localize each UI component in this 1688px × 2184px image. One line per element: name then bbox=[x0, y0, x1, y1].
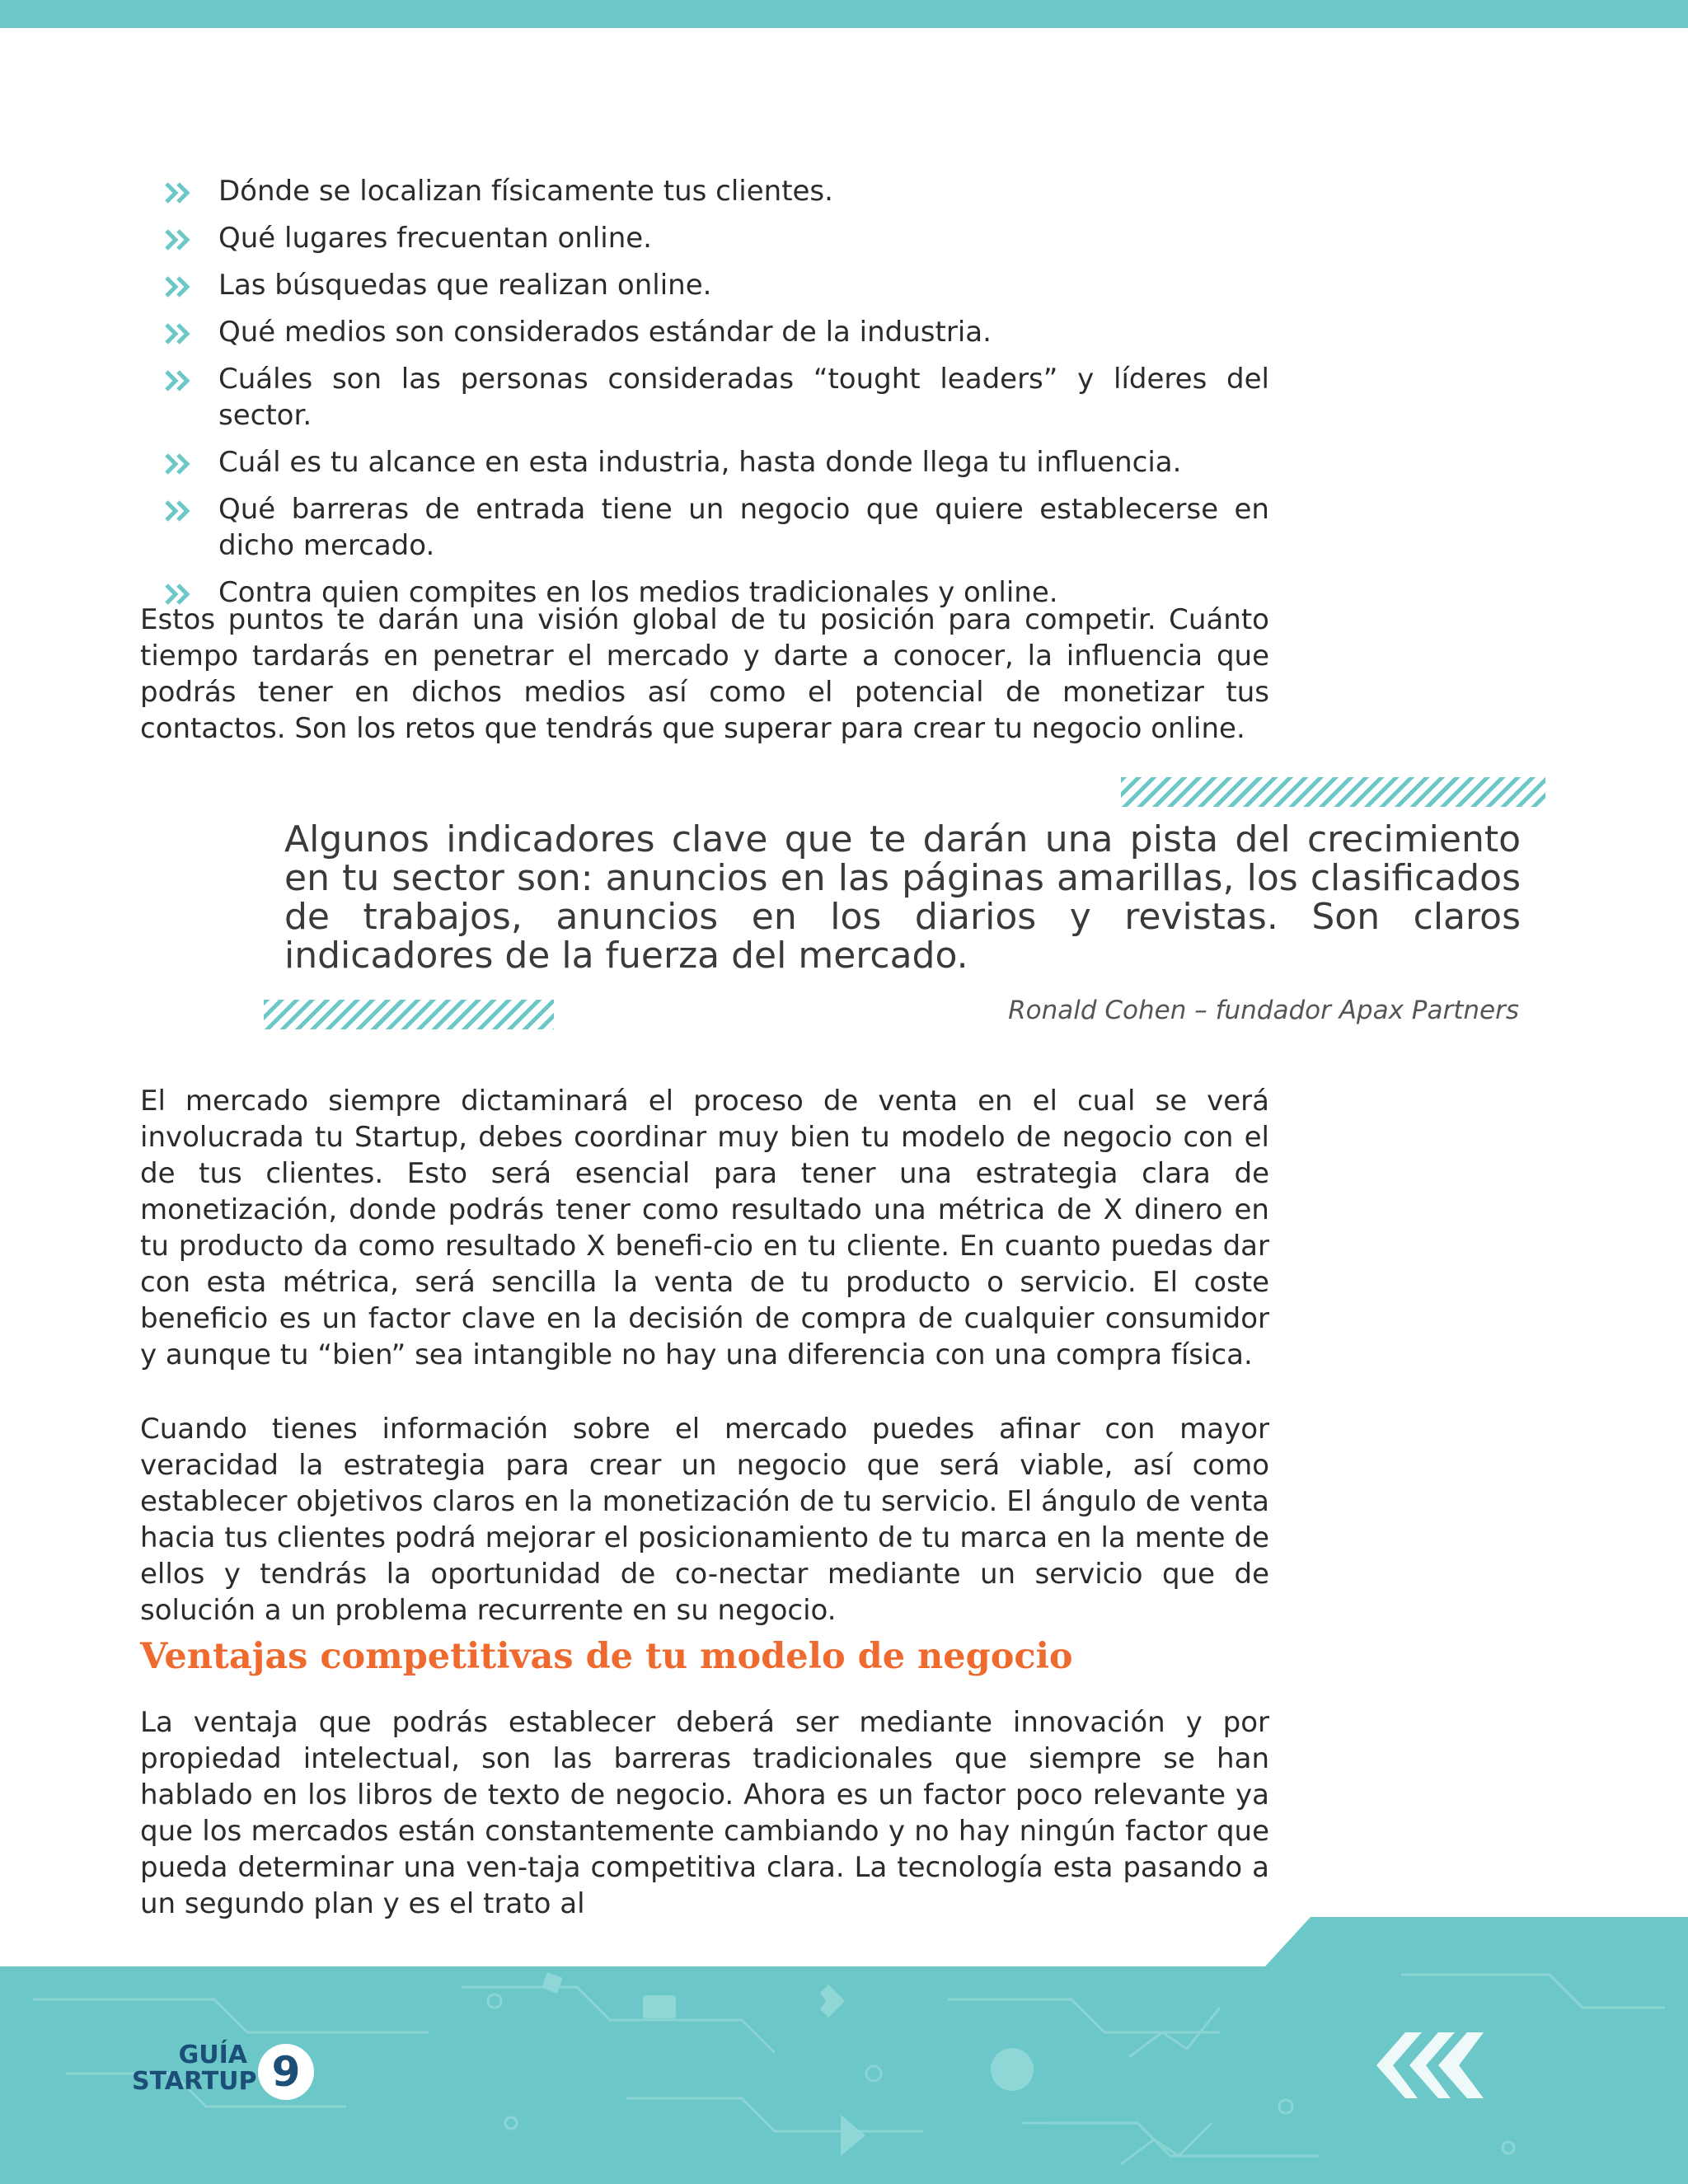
footer-tech-banner bbox=[0, 1909, 1688, 2184]
double-chevron-icon bbox=[163, 499, 196, 523]
list-item-text: Las búsquedas que realizan online. bbox=[218, 269, 712, 302]
double-chevron-icon bbox=[163, 181, 196, 204]
list-item bbox=[140, 444, 1269, 480]
footer-guide-line2: STARTUP bbox=[132, 2067, 257, 2096]
double-chevron-icon bbox=[163, 275, 196, 298]
double-chevron-icon bbox=[163, 369, 196, 392]
section-heading: Ventajas competitivas de tu modelo de negocio bbox=[140, 1636, 1073, 1677]
list-item-text: Cuál es tu alcance en esta industria, hasta donde llega tu influencia. bbox=[218, 446, 1182, 479]
double-chevron-icon bbox=[163, 322, 196, 345]
list-item-text: Qué lugares frecuentan online. bbox=[218, 222, 652, 255]
paragraph-market: El mercado siempre dictaminará el proceso de venta en el cual se verá involucrada tu Startup, debes coordinar muy bien tu modelo de negocio con el de tus clientes. Esto será esencial para tener una estrategia clara de monetización, donde podrás tener como resultado una métrica de X dinero en tu producto da como resultado X benefi-cio en tu cliente. En cuanto puedas dar con esta métrica, será sencilla la venta de tu producto o servicio. El coste beneficio es un factor clave en la decisión de compra de cualquier consumidor y aunque tu “bien” sea intangible no hay una diferencia con una compra física. bbox=[140, 1085, 1269, 1371]
paragraph-information: Cuando tienes información sobre el mercado puedes afinar con mayor veracidad la estrategia para crear un negocio que será viable, así como establecer objetivos claros en la monetización de tu servicio. El ángulo de venta hacia tus clientes podrá mejorar el posicionamiento de tu marca en la mente de ellos y tendrás la oportunidad de co-nectar mediante un servicio que de solución a un problema recurrente en su negocio. bbox=[140, 1413, 1269, 1627]
double-chevron-icon bbox=[163, 452, 196, 476]
list-item-text: Qué medios son considerados estándar de la industria. bbox=[218, 316, 992, 349]
list-item bbox=[140, 220, 1269, 256]
page-number: 9 bbox=[258, 2044, 314, 2100]
bullet-list bbox=[140, 173, 1269, 621]
list-item-text: Dónde se localizan físicamente tus clientes. bbox=[218, 175, 833, 208]
paragraph-intro: Estos puntos te darán una visión global de tu posición para competir. Cuánto tiempo tardarás en penetrar el mercado y darte a conocer, la influencia que podrás tener en dichos medios así como el potencial de monetizar tus contactos. Son los retos que tendrás que superar para crear tu negocio online. bbox=[140, 603, 1269, 745]
pull-quote: Algunos indicadores clave que te darán una pista del crecimiento en tu sector son: anuncios en las páginas amarillas, los clasificados de trabajos, anuncios en los diarios y revistas. Son claros indicadores de la fuerza del mercado. bbox=[284, 818, 1521, 977]
paragraph-advantages: La ventaja que podrás establecer deberá ser mediante innovación y por propiedad intelectual, son las barreras tradicionales que siempre se han hablado en los libros de texto de negocio. Ahora es un factor poco relevante ya que los mercados están constantemente cambiando y no hay ningún factor que pueda determinar una ven-taja competitiva clara. La tecnología esta pasando a un segundo plan y es el trato al bbox=[140, 1706, 1269, 1920]
footer-guide-label bbox=[132, 2041, 257, 2096]
list-item bbox=[140, 491, 1269, 564]
list-item-text: Cuáles son las personas consideradas “tought leaders” y líderes del sector. bbox=[218, 363, 1269, 432]
hatch-decoration-bottom bbox=[264, 1000, 554, 1029]
quote-author: Ronald Cohen – fundador Apax Partners bbox=[1008, 996, 1519, 1025]
footer-guide-line1: GUÍA bbox=[178, 2041, 247, 2069]
top-accent-bar bbox=[0, 0, 1688, 28]
list-item bbox=[140, 173, 1269, 209]
hatch-decoration-top bbox=[1121, 777, 1545, 807]
list-item bbox=[140, 267, 1269, 303]
list-item bbox=[140, 314, 1269, 350]
double-chevron-icon bbox=[163, 228, 196, 251]
list-item-text: Contra quien compites en los medios tradicionales y online. bbox=[218, 576, 1058, 609]
list-item-text: Qué barreras de entrada tiene un negocio que quiere establecerse en dicho mercado. bbox=[218, 493, 1269, 562]
list-item bbox=[140, 361, 1269, 434]
